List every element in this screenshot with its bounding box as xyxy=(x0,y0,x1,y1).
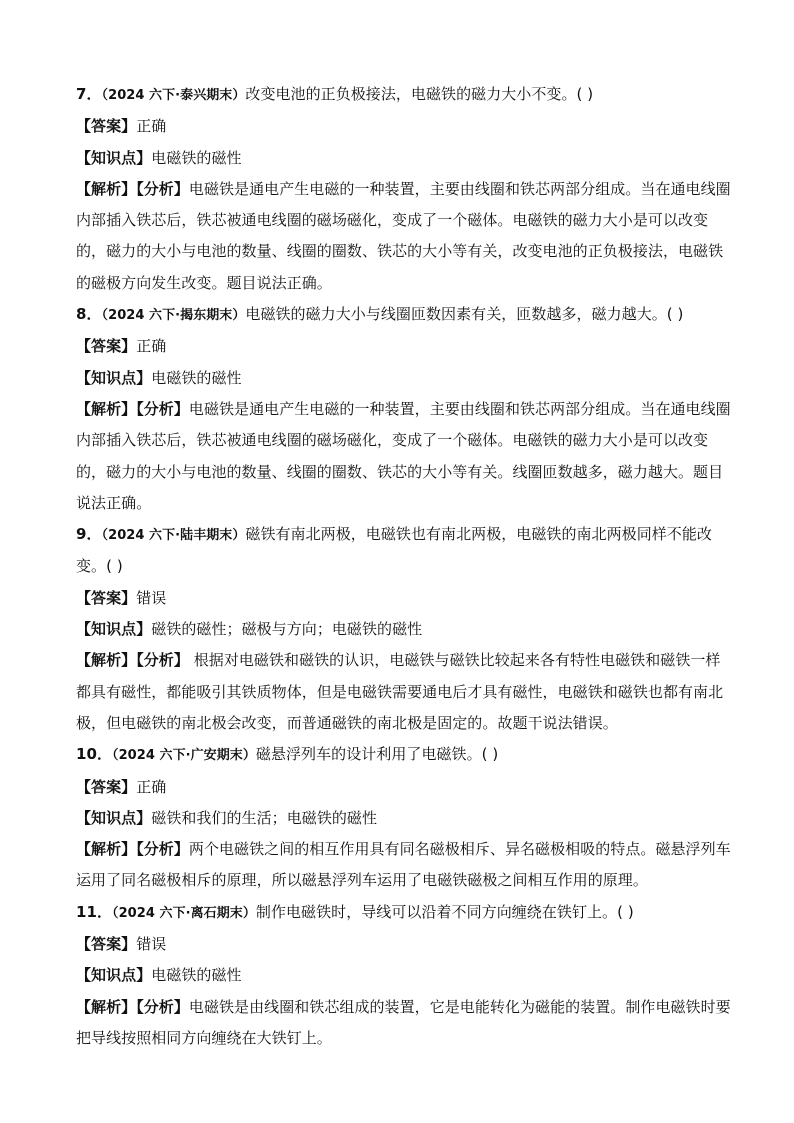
knowledge-tag: 【知识点】 xyxy=(76,620,152,639)
answer-tag: 【答案】 xyxy=(76,935,137,954)
analysis-line: 把导线按照相同方向缠绕在大铁钉上。 xyxy=(76,1028,332,1047)
question-text: 电磁铁的磁力大小与线圈匝数因素有关，匝数越多，磁力越大。( ) xyxy=(245,305,684,324)
analysis-tag: 【解析】【分析】 xyxy=(76,399,189,418)
knowledge-tag: 【知识点】 xyxy=(76,808,152,827)
answer-tag: 【答案】 xyxy=(76,588,137,607)
analysis-line xyxy=(76,174,731,205)
question-text: 磁悬浮列车的设计利用了电磁铁。( ) xyxy=(255,745,499,764)
question-list xyxy=(76,79,731,1054)
knowledge-line xyxy=(76,803,726,834)
answer-text: 正确 xyxy=(136,777,167,796)
question-stem xyxy=(76,897,726,929)
question-stem xyxy=(76,519,726,551)
analysis-line: 都具有磁性，都能吸引其铁质物体，但是电磁铁需要通电后才具有磁性，电磁铁和磁铁也都有南北 xyxy=(76,682,724,701)
analysis-text: 电磁铁是通电产生电磁的一种装置，主要由线圈和铁芯两部分组成。当在通电线圈 xyxy=(188,179,731,198)
question-stem xyxy=(76,739,726,771)
analysis-line: 说法正确。 xyxy=(76,493,152,512)
analysis-text: 根据对电磁铁和磁铁的认识，电磁铁与磁铁比较起来各有特性电磁铁和磁铁一样 xyxy=(188,651,721,670)
answer-tag: 【答案】 xyxy=(76,117,137,136)
knowledge-line xyxy=(76,363,726,394)
analysis-line: 的磁极方向发生改变。题目说法正确。 xyxy=(76,273,332,292)
question-source: （2024 六下·揭东期末） xyxy=(101,308,246,324)
answer-tag: 【答案】 xyxy=(76,337,137,356)
analysis-line xyxy=(76,992,731,1023)
question-number: 11． xyxy=(76,902,113,921)
knowledge-text: 电磁铁的磁性 xyxy=(151,148,242,167)
analysis-tag: 【解析】【分析】 xyxy=(76,651,189,670)
knowledge-tag: 【知识点】 xyxy=(76,368,152,387)
answer-text: 正确 xyxy=(136,117,167,136)
analysis-line: 内部插入铁芯后，铁芯被通电线圈的磁场磁化，变成了一个磁体。电磁铁的磁力大小是可以改变 xyxy=(76,431,709,450)
question-text: 改变电池的正负极接法，电磁铁的磁力大小不变。( ) xyxy=(245,85,594,103)
question-number: 10． xyxy=(76,745,113,764)
question-stem xyxy=(76,79,726,111)
answer-text: 正确 xyxy=(136,337,167,356)
question-source: （2024 六下·离石期末） xyxy=(112,905,256,921)
analysis-tag: 【解析】【分析】 xyxy=(76,179,189,198)
analysis-text: 电磁铁是由线圈和铁芯组成的装置，它是电能转化为磁能的装置。制作电磁铁时要 xyxy=(188,997,731,1016)
question-number: 9． xyxy=(76,525,102,544)
question-source: （2024 六下·陆丰期末） xyxy=(101,528,246,544)
knowledge-line xyxy=(76,143,726,174)
question-number: 7． xyxy=(76,85,102,103)
analysis-line xyxy=(76,645,726,676)
analysis-tag: 【解析】【分析】 xyxy=(76,997,189,1016)
answer-line xyxy=(76,583,726,614)
knowledge-line xyxy=(76,614,726,645)
question-number: 8． xyxy=(76,305,102,324)
answer-text: 错误 xyxy=(136,935,167,954)
answer-tag: 【答案】 xyxy=(76,777,137,796)
answer-line xyxy=(76,111,726,142)
knowledge-tag: 【知识点】 xyxy=(76,148,152,167)
answer-line xyxy=(76,929,726,960)
knowledge-text: 磁铁和我们的生活；电磁铁的磁性 xyxy=(151,808,378,827)
knowledge-tag: 【知识点】 xyxy=(76,966,152,985)
knowledge-line xyxy=(76,960,726,991)
answer-line xyxy=(76,772,726,803)
question-source: （2024 六下·泰兴期末） xyxy=(101,88,246,103)
analysis-line: 极，但电磁铁的南北极会改变，而普通磁铁的南北极是固定的。故题干说法错误。 xyxy=(76,713,618,732)
analysis-text: 两个电磁铁之间的相互作用具有同名磁极相斥、异名磁极相吸的特点。磁悬浮列车 xyxy=(188,840,731,859)
analysis-line: 内部插入铁芯后，铁芯被通电线圈的磁场磁化，变成了一个磁体。电磁铁的磁力大小是可以改变 xyxy=(76,211,709,230)
analysis-line xyxy=(76,834,731,865)
analysis-text: 电磁铁是通电产生电磁的一种装置，主要由线圈和铁芯两部分组成。当在通电线圈 xyxy=(188,399,731,418)
analysis-line: 的，磁力的大小与电池的数量、线圈的圈数、铁芯的大小等有关。线圈匝数越多，磁力越大。题目 xyxy=(76,462,724,481)
analysis-tag: 【解析】【分析】 xyxy=(76,840,189,859)
analysis-line: 运用了同名磁极相斥的原理，所以磁悬浮列车运用了电磁铁磁极之间相互作用的原理。 xyxy=(76,871,648,890)
knowledge-text: 电磁铁的磁性 xyxy=(151,368,242,387)
answer-line xyxy=(76,331,726,362)
knowledge-text: 电磁铁的磁性 xyxy=(151,966,242,985)
question-text: 制作电磁铁时，导线可以沿着不同方向缠绕在铁钉上。( ) xyxy=(255,902,634,921)
question-stem xyxy=(76,299,726,331)
analysis-line xyxy=(76,394,731,425)
answer-text: 错误 xyxy=(136,588,167,607)
knowledge-text: 磁铁的磁性；磁极与方向；电磁铁的磁性 xyxy=(151,620,423,639)
analysis-line: 的，磁力的大小与电池的数量、线圈的圈数、铁芯的大小等有关，改变电池的正负极接法，电磁铁 xyxy=(76,242,724,261)
question-text: 磁铁有南北两极，电磁铁也有南北两极，电磁铁的南北两极同样不能改 xyxy=(245,525,712,544)
question-text-continued: 变。( ) xyxy=(76,557,123,576)
question-source: （2024 六下·广安期末） xyxy=(112,748,256,764)
